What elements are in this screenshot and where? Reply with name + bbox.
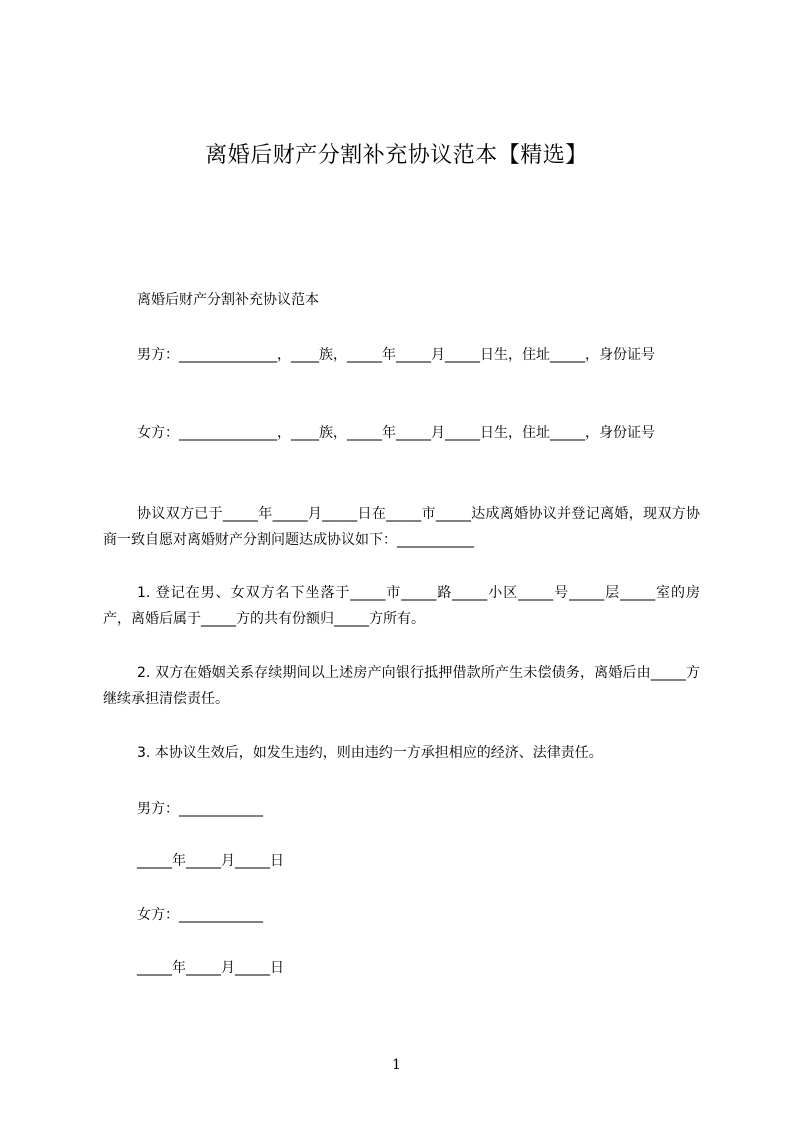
page-number: 1	[392, 1057, 401, 1073]
male-date-line: _____年_____月_____日	[137, 853, 284, 869]
female-signature-line: 女方：____________	[137, 907, 263, 923]
male-signature-line: 男方：____________	[137, 801, 263, 817]
female-date-line: _____年_____月_____日	[137, 960, 284, 976]
clause-3-paragraph: 3. 本协议生效后，如发生违约，则由违约一方承担相应的经济、法律责任。	[137, 745, 603, 761]
document-subtitle: 离婚后财产分割补充协议范本	[137, 292, 319, 308]
clause-1-paragraph: 1. 登记在男、女双方名下坐落于_____市_____路_____小区_____号_____层_____室的房产，离婚后属于_____方的共有份额归_____方所有。	[103, 585, 700, 627]
male-party-paragraph: 男方：______________，____族，_____年_____月_____日生，住址_____，身份证号	[137, 347, 655, 363]
document-title: 离婚后财产分割补充协议范本【精选】	[205, 143, 588, 168]
agreement-intro-paragraph: 协议双方已于_____年_____月_____日在_____市_____达成离婚协议并登记离婚，现双方协商一致自愿对离婚财产分割问题达成协议如下：___________	[103, 506, 700, 548]
female-party-paragraph: 女方：______________，____族，_____年_____月_____日生，住址_____，身份证号	[137, 425, 655, 441]
clause-2-paragraph: 2. 双方在婚姻关系存续期间以上述房产向银行抵押借款所产生未偿债务，离婚后由_____方继续承担清偿责任。	[103, 665, 700, 707]
